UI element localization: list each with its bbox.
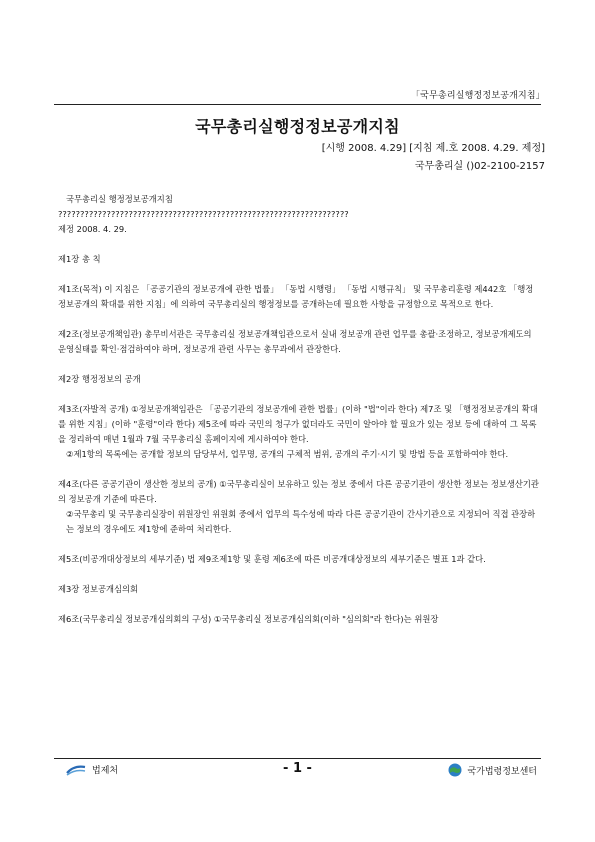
header-divider xyxy=(54,104,541,105)
document-body xyxy=(58,192,540,627)
chapter-heading: 제2장 행정정보의 공개 xyxy=(58,374,141,384)
document-title: 국무총리실행정정보공개지침 xyxy=(195,117,400,136)
article-paragraph: 제5조(비공개대상정보의 세부기준) 법 제9조제1항 및 훈령 제6조에 따른 비공개대상정보의 세부기준은 별표 1과 같다. xyxy=(58,554,486,564)
article-paragraph: 제3조(자발적 공개) ①정보공개책임관은 「공공기관의 정보공개에 관한 법률」(이하 "법"이라 한다) 제7조 및 「행정정보공개의 확대를 위한 지침」(이하 "훈령"이라 한다) 제5조에 따라 국민의 청구가 없더라도 국민이 알아야 할 필요가 있는 정보 등에 대하여 그 목록을 정리하여 매년 1월과 7월 국무총리실 홈페이지에 게시하여야 한다. xyxy=(58,404,538,444)
article-paragraph: 제6조(국무총리실 정보공개심의회의 구성) ①국무총리실 정보공개심의회(이하 "심의회"라 한다)는 위원장 xyxy=(58,614,439,624)
body-heading: 국무총리실 행정정보공개지침 xyxy=(66,194,173,204)
article-paragraph: 제4조(다른 공공기관이 생산한 정보의 공개) ①국무총리실이 보유하고 있는 정보 중에서 다른 공공기관이 생산한 정보는 정보생산기관의 정보공개 기준에 따른다. xyxy=(58,479,539,504)
body-placeholder-line: ?????????????????????????????????????????????????????????????????? xyxy=(58,209,349,219)
article-paragraph: 제2조(정보공개책임관) 총무비서관은 국무총리실 정보공개책임관으로서 실내 정보공개 관련 업무를 총괄·조정하고, 정보공개제도의 운영실태를 확인·점검하여야 하며, 정보공개 관련 사무는 총무과에서 관장한다. xyxy=(58,329,532,354)
office-contact: 국무총리실 ()02-2100-2157 xyxy=(414,161,545,172)
article-paragraph: 제1조(목적) 이 지침은 「공공기관의 정보공개에 관한 법률」 「동법 시행령」 「동법 시행규칙」 및 국무총리훈령 제442호 「행정정보공개의 확대를 위한 지침」에 의하여 국무총리실의 행정정보를 공개하는데 필요한 사항을 규정함으로 목적으로 한다. xyxy=(58,284,534,309)
enactment-date: 제정 2008. 4. 29. xyxy=(58,224,127,234)
article-paragraph: ②제1항의 목록에는 공개할 정보의 담당부서, 업무명, 공개의 구체적 범위, 공개의 주기·시기 및 방법 등을 포함하여야 한다. xyxy=(66,449,509,459)
footer-right-label: 국가법령정보센터 xyxy=(467,766,537,777)
footer-divider xyxy=(54,758,541,759)
article-paragraph: ②국무총리 및 국무총리실장이 위원장인 위원회 중에서 업무의 특수성에 따라 다른 공공기관이 간사기관으로 지정되어 직접 관장하는 정보의 경우에도 제1항에 준하여 처리한다. xyxy=(66,509,536,534)
footer-left-label: 법제처 xyxy=(92,766,119,776)
enactment-info: [시행 2008. 4.29] [지침 제.호 2008. 4.29. 제정] xyxy=(321,143,545,154)
page-footer xyxy=(54,763,541,779)
chapter-heading: 제3장 정보공개심의회 xyxy=(58,584,139,594)
chapter-heading: 제1장 총 칙 xyxy=(58,254,101,264)
globe-logo-icon xyxy=(448,763,462,777)
footer-right xyxy=(448,763,537,777)
document-tag: 「국무총리실행정정보공개지침」 xyxy=(410,91,545,101)
page-number: - 1 - xyxy=(283,761,312,776)
